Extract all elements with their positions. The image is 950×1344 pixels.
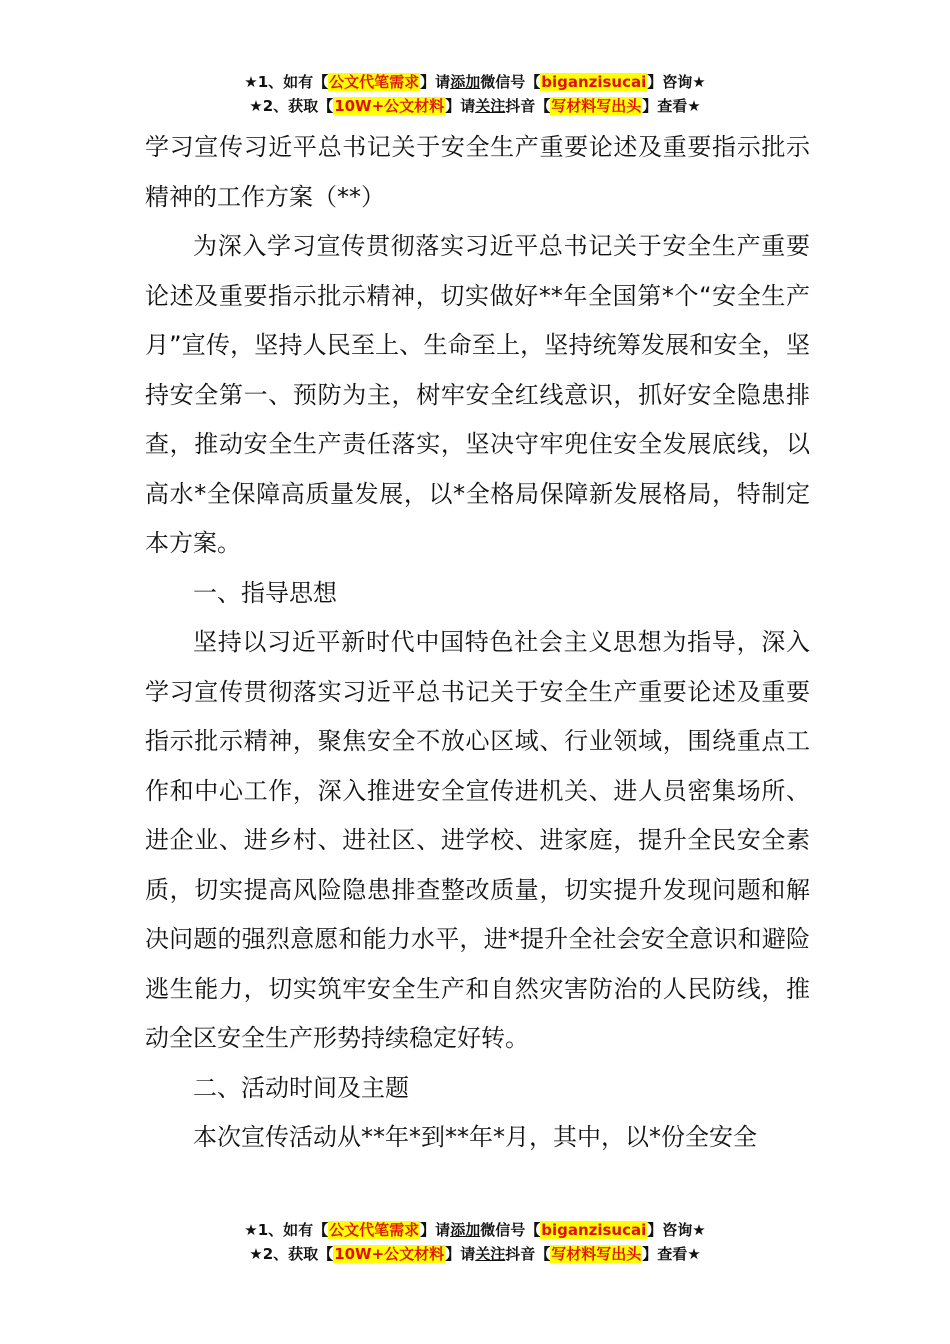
section-1-heading: 一、指导思想 [193, 578, 337, 607]
banner-highlight: biganzisucai [541, 1221, 647, 1239]
intro-paragraph: 为深入学习宣传贯彻落实习近平总书记关于安全生产重要论述及重要指示批示精神，切实做好**年全国第*个“安全生产月”宣传，坚持人民至上、生命至上，坚持统筹发展和安全，坚持安全第一、预防为主，树牢安全红线意识，抓好安全隐患排查，推动安全生产责任落实，坚决守牢兜住安全发展底线，以高水*全保障高质量发展，以*全格局保障新发展格局，特制定本方案。 [145, 232, 810, 557]
section-1-paragraph: 坚持以习近平新时代中国特色社会主义思想为指导，深入学习宣传贯彻落实习近平总书记关于安全生产重要论述及重要指示批示精神，聚焦安全不放心区域、行业领域，围绕重点工作和中心工作，深入推进安全宣传进机关、进人员密集场所、进企业、进乡村、进社区、进学校、进家庭，提升全民安全素质，切实提高风险隐患排查整改质量，切实提升发现问题和解决问题的强烈意愿和能力水平，进*提升全社会安全意识和避险逃生能力，切实筑牢安全生产和自然灾害防治的人民防线，推动全区安全生产形势持续稳定好转。 [145, 628, 810, 1052]
banner-text: 微信号【 [480, 73, 541, 91]
banner-highlight: biganzisucai [541, 73, 647, 91]
banner-text: 微信号【 [480, 1221, 541, 1239]
banner-text: ★2、获取【 [249, 97, 334, 115]
document-title: 学习宣传习近平总书记关于安全生产重要论述及重要指示批示精神的工作方案（**） [145, 133, 810, 211]
document-body [145, 123, 810, 1163]
banner-underlined: 关注 [475, 97, 506, 115]
banner-text: 】查看★ [642, 1245, 701, 1263]
banner-line-1 [0, 70, 950, 94]
banner-text: 】查看★ [642, 97, 701, 115]
banner-text: 】咨询★ [647, 73, 706, 91]
banner-underlined: 添加 [450, 1221, 481, 1239]
banner-highlight: 公文代笔需求 [329, 73, 420, 91]
section-2-heading: 二、活动时间及主题 [193, 1073, 409, 1102]
banner-text: 】咨询★ [647, 1221, 706, 1239]
banner-text: 】请 [420, 73, 451, 91]
banner-text: ★2、获取【 [249, 1245, 334, 1263]
banner-text: 抖音【 [505, 1245, 551, 1263]
section-2-paragraph: 本次宣传活动从**年*到**年*月，其中，以*份全安全 [193, 1123, 757, 1151]
footer-banner [0, 1218, 950, 1266]
banner-text: 】请 [445, 1245, 476, 1263]
banner-highlight: 公文代笔需求 [329, 1221, 420, 1239]
banner-text: 抖音【 [505, 97, 551, 115]
banner-text: 】请 [420, 1221, 451, 1239]
banner-underlined: 关注 [475, 1245, 506, 1263]
banner-text: ★1、如有【 [244, 1221, 329, 1239]
banner-line-1 [0, 1218, 950, 1242]
banner-highlight: 写材料写出头 [551, 1245, 642, 1263]
banner-line-2 [0, 94, 950, 118]
banner-underlined: 添加 [450, 73, 481, 91]
banner-text: ★1、如有【 [244, 73, 329, 91]
banner-text: 】请 [445, 97, 476, 115]
header-banner [0, 70, 950, 118]
banner-highlight: 10W+公文材料 [334, 1245, 445, 1263]
banner-highlight: 10W+公文材料 [334, 97, 445, 115]
banner-line-2 [0, 1242, 950, 1266]
banner-highlight: 写材料写出头 [551, 97, 642, 115]
